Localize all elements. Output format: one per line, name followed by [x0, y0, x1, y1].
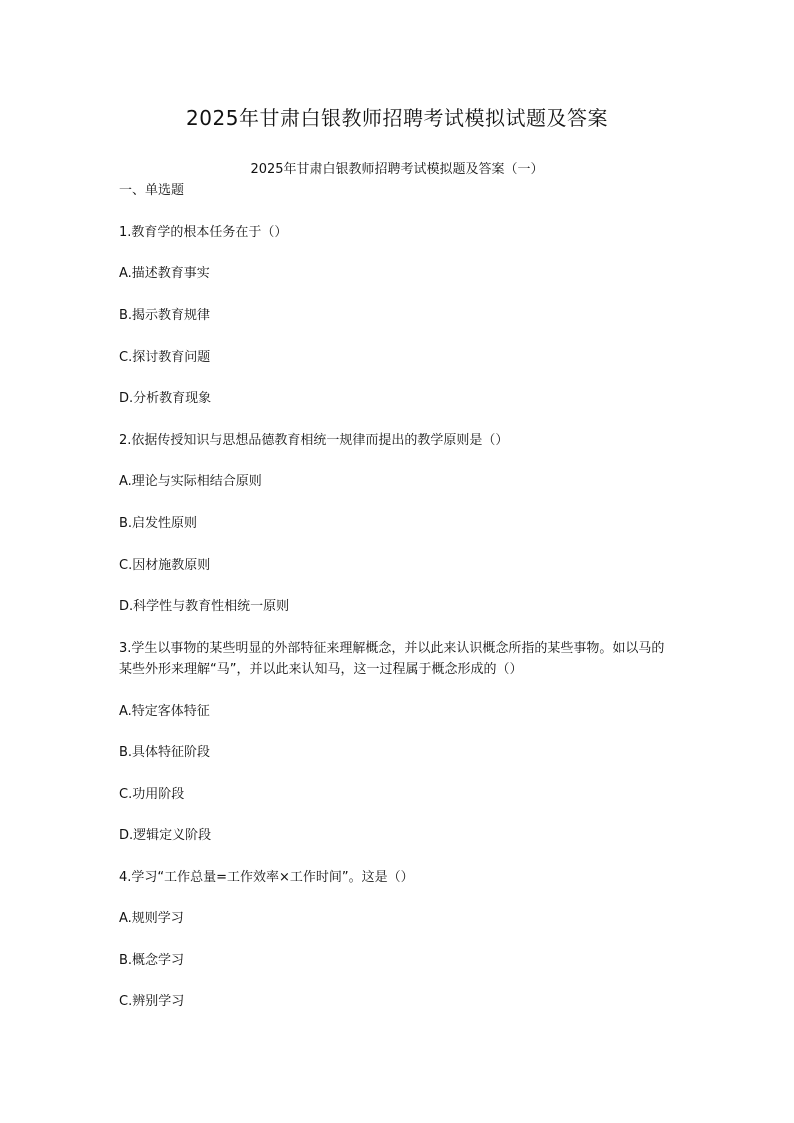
answer-option: C.功用阶段	[119, 787, 185, 802]
answer-option: C.探讨教育问题	[119, 350, 211, 365]
answer-option: A.特定客体特征	[119, 704, 210, 719]
answer-option: D.科学性与教育性相统一原则	[119, 599, 290, 614]
answer-option: B.揭示教育规律	[119, 308, 211, 323]
question-stem: 4.学习“工作总量=工作效率×工作时间”。这是（）	[119, 870, 414, 885]
answer-option: A.理论与实际相结合原则	[119, 474, 262, 489]
answer-option: A.描述教育事实	[119, 266, 210, 281]
answer-option: B.启发性原则	[119, 516, 198, 531]
answer-option: A.规则学习	[119, 911, 184, 926]
answer-option: C.因材施教原则	[119, 558, 211, 573]
document-subtitle: 2025年甘肃白银教师招聘考试模拟题及答案（一）	[250, 162, 544, 177]
answer-option: D.逻辑定义阶段	[119, 828, 212, 843]
answer-option: D.分析教育现象	[119, 391, 212, 406]
question-stem: 1.教育学的根本任务在于（）	[119, 225, 288, 240]
answer-option: B.概念学习	[119, 953, 185, 968]
document-title: 2025年甘肃白银教师招聘考试模拟试题及答案	[186, 106, 608, 130]
section-heading: 一、单选题	[119, 183, 185, 198]
answer-option: C.辨别学习	[119, 994, 185, 1009]
question-stem: 2.依据传授知识与思想品德教育相统一规律而提出的教学原则是（）	[119, 433, 509, 448]
answer-option: B.具体特征阶段	[119, 745, 211, 760]
question-stem: 3.学生以事物的某些明显的外部特征来理解概念，并以此来认识概念所指的某些事物。如以马的某些外形来理解“马”，并以此来认知马，这一过程属于概念形成的（）	[119, 641, 665, 677]
